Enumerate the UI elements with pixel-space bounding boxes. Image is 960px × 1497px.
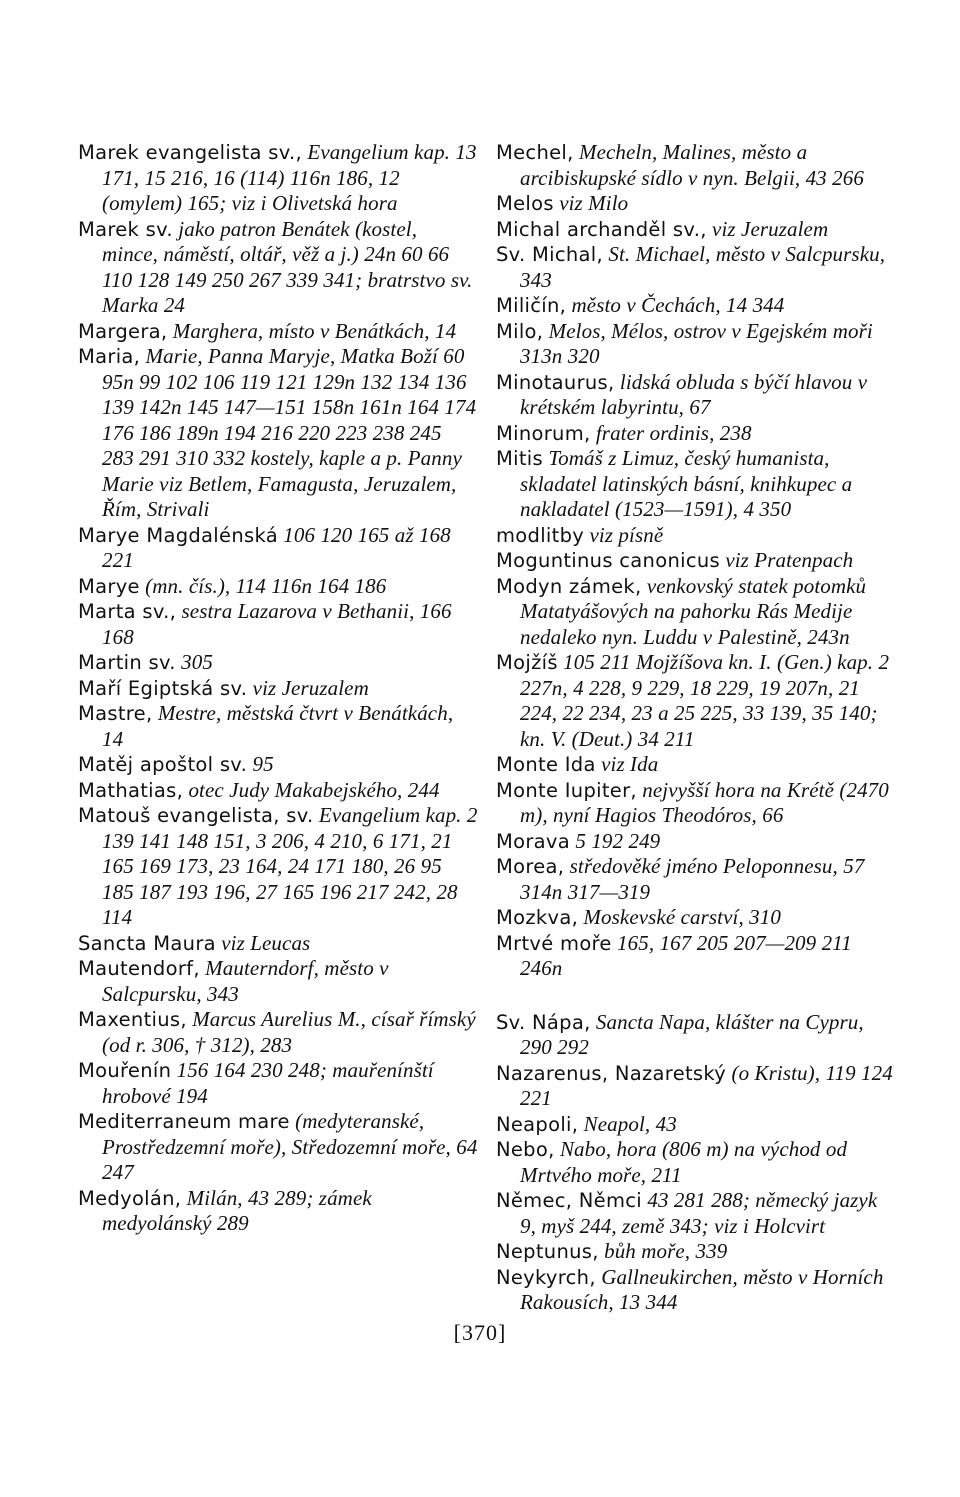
- index-entry: [496, 217, 896, 243]
- index-entry: [496, 140, 896, 191]
- entry-headword: Mouřenín: [78, 1059, 172, 1082]
- entry-details: (mn. čís.), 114 116n 164 186: [139, 573, 387, 598]
- entry-details: město v Čechách, 14 344: [566, 293, 785, 317]
- index-entry: [496, 319, 896, 370]
- entry-headword: Martin sv.: [78, 651, 176, 674]
- entry-headword: Nebo,: [496, 1138, 555, 1161]
- entry-headword: Sancta Maura: [78, 931, 216, 955]
- index-entry: [78, 778, 478, 804]
- index-entry: [496, 650, 896, 752]
- entry-details: Marghera, místo v Benátkách, 14: [167, 318, 457, 343]
- entry-headword: Minorum,: [496, 421, 591, 445]
- entry-headword: modlitby: [496, 523, 585, 547]
- entry-details: Evangelium kap. 2 139 141 148 151, 3 206, 4 210, 6 171, 21 165 169 173, 23 164, 24 171 180, 26 95 185 187 193 196, 27 165 196 217 242, 28 114: [102, 803, 478, 929]
- entry-details: nejvyšší hora na Krétě (2470 m), nyní Hagios Theodóros, 66: [520, 777, 889, 827]
- index-entry: [78, 1109, 478, 1186]
- entry-details: frater ordinis, 238: [590, 420, 752, 445]
- entry-details: 5 192 249: [570, 828, 661, 853]
- entry-details: Marcus Aurelius M., císař římský (od r. 306, † 312), 283: [102, 1007, 476, 1057]
- index-entry: [496, 905, 896, 931]
- entry-details: (medyteranské, Prostředzemní moře), Středozemní moře, 64 247: [102, 1109, 478, 1184]
- index-entry: [78, 956, 478, 1007]
- entry-headword: Monte Iupiter,: [496, 778, 637, 802]
- index-entry: [78, 319, 478, 345]
- index-entry: [78, 217, 478, 319]
- entry-details: 305: [175, 650, 213, 674]
- entry-details: Melos, Mélos, ostrov v Egejském moři 313n 320: [520, 318, 873, 368]
- index-entry: [496, 446, 896, 523]
- entry-headword: Morea,: [496, 855, 565, 878]
- entry-headword: Neptunus,: [496, 1240, 599, 1263]
- entry-headword: Matouš evangelista, sv.: [78, 804, 314, 827]
- entry-details: venkovský statek potomků Matatyášových na pahorku Rás Medije nedaleko nyn. Luddu v Palestině, 243n: [520, 573, 867, 649]
- entry-details: Neapol, 43: [578, 1111, 677, 1136]
- entry-headword: Maxentius,: [78, 1008, 187, 1031]
- index-entry: [496, 574, 896, 651]
- entry-headword: Mechel,: [496, 141, 574, 164]
- entry-headword: Moguntinus canonicus: [496, 549, 720, 572]
- entry-details: viz Milo: [553, 191, 629, 215]
- entry-details: Tomáš z Limuz, český humanista, skladatel latinských básní, knihkupec a nakladatel (1523—1591), 4 350: [520, 446, 853, 521]
- entry-headword: Mitis: [496, 447, 543, 470]
- entry-headword: Sv. Michal,: [496, 243, 603, 266]
- entry-details: viz Jeruzalem: [706, 216, 829, 241]
- entry-details: Sancta Napa, klášter na Cypru, 290 292: [520, 1009, 864, 1059]
- index-entry: [78, 650, 478, 676]
- entry-headword: Marek evangelista sv.,: [78, 141, 303, 164]
- index-entry: [496, 1137, 896, 1188]
- entry-details: viz Ida: [595, 752, 659, 776]
- entry-details: otec Judy Makabejského, 244: [183, 777, 440, 802]
- entry-headword: Medyolán,: [78, 1186, 182, 1210]
- entry-headword: Marek sv.: [78, 217, 173, 241]
- index-entry: [78, 1058, 478, 1109]
- entry-details: viz Pratenpach: [719, 548, 854, 572]
- entry-details: viz Jeruzalem: [247, 675, 369, 700]
- page-number: [370]: [453, 1320, 507, 1345]
- entry-headword: Neapoli,: [496, 1112, 579, 1136]
- letter-section-gap: [496, 982, 896, 1010]
- entry-details: 105 211 Mojžíšova kn. I. (Gen.) kap. 2 227n, 4 228, 9 229, 18 229, 19 207n, 21 224, 22 234, 23 a 25 225, 33 139, 35 140; kn. V. (Deut.) 34 211: [520, 650, 890, 751]
- index-entry: [78, 676, 478, 702]
- index-entry: [78, 752, 478, 778]
- entry-details: Moskevské carství, 310: [578, 905, 781, 929]
- index-entry: [496, 523, 896, 549]
- entry-headword: Němec, Němci: [496, 1189, 643, 1212]
- index-entry: [496, 1265, 896, 1316]
- index-entry: [78, 574, 478, 600]
- index-entry: [496, 829, 896, 855]
- index-entry: [78, 344, 478, 523]
- entry-headword: Monte Ida: [496, 753, 596, 776]
- entry-details: (o Kristu), 119 124 221: [520, 1060, 893, 1110]
- index-entry: [78, 140, 478, 217]
- entry-headword: Michal archanděl sv.,: [496, 217, 707, 241]
- entry-details: bůh moře, 339: [598, 1239, 728, 1263]
- entry-headword: Mathatias,: [78, 778, 184, 802]
- entry-headword: Maří Egiptská sv.: [78, 676, 248, 700]
- entry-details: Mecheln, Malines, město a arcibiskupské sídlo v nyn. Belgii, 43 266: [520, 140, 864, 190]
- entry-details: 165, 167 205 207—209 211 246n: [520, 930, 852, 980]
- entry-details: 95: [247, 752, 274, 776]
- entry-details: Evangelium kap. 13 171, 15 216, 16 (114) 116n 186, 12 (omylem) 165; viz i Olivetská hora: [102, 140, 477, 215]
- index-entry: [78, 803, 478, 931]
- index-entry: [496, 548, 896, 574]
- entry-headword: Miličín,: [496, 294, 567, 317]
- index-entry: [78, 701, 478, 752]
- entry-headword: Mastre,: [78, 702, 153, 725]
- entry-details: Mauterndorf, město v Salcpursku, 343: [102, 956, 389, 1006]
- entry-details: Mestre, městská čtvrt v Benátkách, 14: [102, 701, 454, 751]
- entry-details: 156 164 230 248; mauřenínští hrobové 194: [102, 1058, 434, 1108]
- index-entry: [78, 1186, 478, 1237]
- index-entry: [496, 421, 896, 447]
- index-entry: [496, 1239, 896, 1265]
- entry-headword: Melos: [496, 192, 554, 215]
- index-entry: [496, 854, 896, 905]
- entry-headword: Milo,: [496, 319, 544, 343]
- index-entry: [496, 1061, 896, 1112]
- entry-headword: Marye: [78, 574, 140, 598]
- entry-headword: Morava: [496, 829, 571, 853]
- index-entry: [496, 370, 896, 421]
- entry-headword: Sv. Nápa,: [496, 1010, 591, 1034]
- index-entry: [496, 1010, 896, 1061]
- entry-headword: Minotaurus,: [496, 370, 615, 394]
- entry-details: středověké jméno Peloponnesu, 57 314n 317—319: [520, 854, 865, 904]
- entry-headword: Nazarenus, Nazaretský: [496, 1061, 727, 1085]
- entry-details: viz Leucas: [215, 930, 311, 955]
- index-entry: [496, 1188, 896, 1239]
- entry-details: lidská obluda s býčí hlavou v krétském labyrintu, 67: [520, 369, 868, 419]
- left-column: [78, 140, 478, 1237]
- entry-headword: Marye Magdalénská: [78, 523, 278, 547]
- index-entry: [496, 1112, 896, 1138]
- entry-headword: Matěj apoštol sv.: [78, 753, 248, 776]
- entry-details: Milán, 43 289; zámek medyolánský 289: [102, 1185, 372, 1235]
- entry-headword: Neykyrch,: [496, 1265, 596, 1289]
- entry-details: St. Michael, město v Salcpursku, 343: [520, 242, 886, 292]
- index-entry: [78, 523, 478, 574]
- index-entry: [78, 1007, 478, 1058]
- entry-details: Nabo, hora (806 m) na východ od Mrtvého moře, 211: [520, 1137, 848, 1187]
- entry-details: sestra Lazarova v Bethanii, 166 168: [102, 599, 452, 649]
- entry-headword: Maria,: [78, 345, 141, 368]
- entry-details: Gallneukirchen, město v Horních Rakousích, 13 344: [520, 1264, 884, 1314]
- right-column: [496, 140, 896, 1316]
- entry-details: 106 120 165 až 168 221: [102, 522, 451, 572]
- entry-headword: Marta sv.,: [78, 600, 177, 623]
- entry-headword: Mediterraneum mare: [78, 1110, 290, 1133]
- index-entry: [496, 293, 896, 319]
- index-entry: [496, 931, 896, 982]
- entry-headword: Mautendorf,: [78, 957, 200, 980]
- index-entry: [78, 931, 478, 957]
- entry-details: 43 281 288; německý jazyk 9, myš 244, země 343; viz i Holcvirt: [520, 1188, 878, 1238]
- entry-details: jako patron Benátek (kostel, mince, náměstí, oltář, věž a j.) 24n 60 66 110 128 149 250 267 339 341; bratrstvo sv. Marka 24: [102, 216, 473, 317]
- index-entry: [78, 599, 478, 650]
- index-entry: [496, 752, 896, 778]
- index-entry: [496, 778, 896, 829]
- index-entry: [496, 242, 896, 293]
- entry-headword: Modyn zámek,: [496, 574, 642, 598]
- entry-headword: Mozkva,: [496, 906, 579, 929]
- entry-details: viz písně: [584, 522, 664, 547]
- index-entry: [496, 191, 896, 217]
- entry-details: Marie, Panna Maryje, Matka Boží 60 95n 99 102 106 119 121 129n 132 134 136 139 142n 145 147—151 158n 161n 164 174 176 186 189n 194 216 220 223 238 245 283 291 310 332 kostely, kaple a p. Panny Marie viz Betlem, Famagusta, Jeruzalem, Řím, Strivali: [102, 344, 477, 521]
- entry-headword: Margera,: [78, 319, 168, 343]
- entry-headword: Mrtvé moře: [496, 931, 612, 955]
- entry-headword: Mojžíš: [496, 651, 558, 674]
